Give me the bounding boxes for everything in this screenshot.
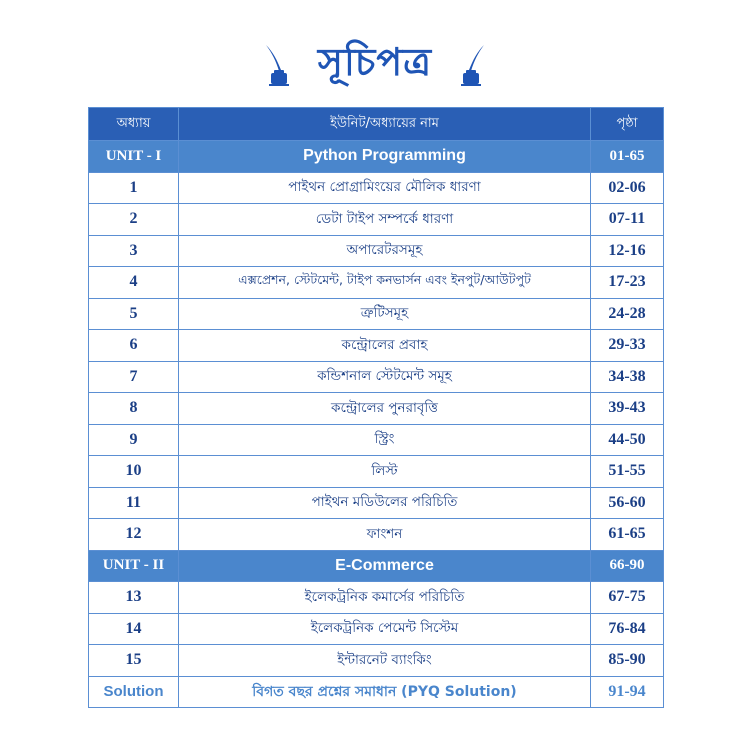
table-row: [89, 456, 664, 488]
table-row: [89, 393, 664, 425]
chapter-name: ইলেকট্রনিক কমার্সের পরিচিতি: [179, 582, 591, 614]
unit-row: [89, 550, 664, 582]
chapter-name: এক্সপ্রেশন, স্টেটমেন্ট, টাইপ কনভার্সন এবং ইনপুট/আউটপুট: [179, 267, 591, 299]
chapter-pages: 56-60: [591, 487, 664, 519]
chapter-name: ইন্টারনেট ব্যাংকিং: [179, 645, 591, 677]
chapter-pages: 29-33: [591, 330, 664, 362]
chapter-number: 12: [89, 519, 179, 551]
chapter-pages: 61-65: [591, 519, 664, 551]
chapter-number: 9: [89, 424, 179, 456]
table-header: [89, 108, 664, 141]
table-row: [89, 361, 664, 393]
table-row: [89, 235, 664, 267]
table-row: [89, 582, 664, 614]
unit-label: UNIT - I: [89, 141, 179, 173]
solution-label: Solution: [89, 676, 179, 708]
chapter-number: 2: [89, 204, 179, 236]
header-name: ইউনিট/অধ্যায়ের নাম: [179, 108, 591, 141]
chapter-pages: 85-90: [591, 645, 664, 677]
chapter-number: 1: [89, 172, 179, 204]
chapter-number: 6: [89, 330, 179, 362]
solution-pages: 91-94: [591, 676, 664, 708]
chapter-number: 10: [89, 456, 179, 488]
header-page: পৃষ্ঠা: [591, 108, 664, 141]
chapter-name: কন্ডিশনাল স্টেটমেন্ট সমূহ: [179, 361, 591, 393]
chapter-name: ডেটা টাইপ সম্পর্কে ধারণা: [179, 204, 591, 236]
chapter-pages: 17-23: [591, 267, 664, 299]
chapter-pages: 44-50: [591, 424, 664, 456]
table-row: [89, 613, 664, 645]
chapter-pages: 67-75: [591, 582, 664, 614]
table-row: [89, 487, 664, 519]
unit-row: [89, 141, 664, 173]
chapter-number: 4: [89, 267, 179, 299]
inkpot-quill-icon: [262, 43, 296, 87]
chapter-number: 5: [89, 298, 179, 330]
solution-name: বিগত বছর প্রশ্নের সমাধান (PYQ Solution): [179, 676, 591, 708]
table-row: [89, 204, 664, 236]
chapter-name: ত্রুটিসমূহ: [179, 298, 591, 330]
chapter-name: লিস্ট: [179, 456, 591, 488]
chapter-pages: 12-16: [591, 235, 664, 267]
chapter-pages: 76-84: [591, 613, 664, 645]
chapter-number: 15: [89, 645, 179, 677]
chapter-number: 8: [89, 393, 179, 425]
chapter-pages: 02-06: [591, 172, 664, 204]
page-title: সূচিপত্র: [317, 40, 433, 84]
table-row: [89, 172, 664, 204]
chapter-pages: 34-38: [591, 361, 664, 393]
chapter-number: 11: [89, 487, 179, 519]
chapter-pages: 24-28: [591, 298, 664, 330]
chapter-name: স্ট্রিং: [179, 424, 591, 456]
chapter-pages: 39-43: [591, 393, 664, 425]
title-bar: [0, 30, 750, 100]
chapter-name: অপারেটরসমূহ: [179, 235, 591, 267]
unit-label: UNIT - II: [89, 550, 179, 582]
chapter-name: কন্ট্রোলের পুনরাবৃত্তি: [179, 393, 591, 425]
chapter-pages: 07-11: [591, 204, 664, 236]
chapter-name: পাইথন মডিউলের পরিচিতি: [179, 487, 591, 519]
unit-pages: 66-90: [591, 550, 664, 582]
table-row: [89, 298, 664, 330]
chapter-number: 13: [89, 582, 179, 614]
contents-table: [88, 107, 664, 708]
chapter-number: 7: [89, 361, 179, 393]
solution-row: [89, 676, 664, 708]
chapter-pages: 51-55: [591, 456, 664, 488]
table-row: [89, 424, 664, 456]
table-row: [89, 330, 664, 362]
chapter-number: 3: [89, 235, 179, 267]
chapter-number: 14: [89, 613, 179, 645]
chapter-name: ফাংশন: [179, 519, 591, 551]
unit-pages: 01-65: [591, 141, 664, 173]
table-row: [89, 645, 664, 677]
chapter-name: কন্ট্রোলের প্রবাহ: [179, 330, 591, 362]
unit-name: Python Programming: [179, 141, 591, 173]
chapter-name: পাইথন প্রোগ্রামিংয়ের মৌলিক ধারণা: [179, 172, 591, 204]
header-chapter: অধ্যায়: [89, 108, 179, 141]
table-row: [89, 519, 664, 551]
chapter-name: ইলেকট্রনিক পেমেন্ট সিস্টেম: [179, 613, 591, 645]
table-row: [89, 267, 664, 299]
unit-name: E-Commerce: [179, 550, 591, 582]
inkpot-quill-icon: [454, 43, 488, 87]
